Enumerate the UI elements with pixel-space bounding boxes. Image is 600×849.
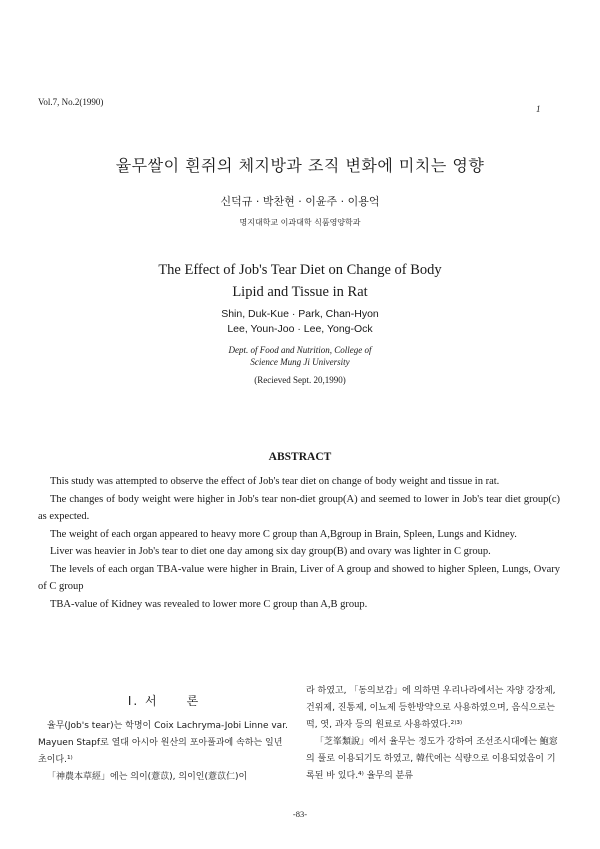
- korean-affiliation: 명지대학교 이과대학 식품영양학과: [239, 218, 361, 227]
- abstract-paragraph: This study was attempted to observe the effect of Job's tear diet on change of body weight and tissue in rat.: [50, 476, 500, 487]
- body-paragraph: 「神農本草經」에는 의이(薏苡), 의이인(薏苡仁)이: [47, 772, 248, 782]
- section-heading: I. 서 론: [127, 694, 201, 708]
- right-column: [306, 683, 560, 785]
- abstract-paragraph: The weight of each organ appeared to heavy more C group than A,Bgroup in Brain, Spleen, Lungs and Kidney.: [50, 528, 517, 540]
- page-number: 1: [536, 104, 541, 114]
- left-column: [38, 683, 290, 786]
- abstract-body: [38, 473, 560, 613]
- korean-title: 율무쌀이 흰쥐의 체지방과 조직 변화에 미치는 영향: [115, 156, 485, 175]
- abstract-paragraph: TBA-value of Kidney was revealed to lower more C group than A,B group.: [50, 598, 368, 610]
- abstract-paragraph: The levels of each organ TBA-value were higher in Brain, Liver of A group and showed to higher Spleen, Lungs, Ovary of C group: [38, 563, 560, 592]
- received-date: (Recieved Sept. 20,1990): [254, 375, 346, 385]
- english-affiliation-line: Science Mung Ji University: [250, 357, 350, 367]
- abstract-heading: ABSTRACT: [268, 451, 332, 463]
- body-paragraph: 율무(Job's tear)는 학명이 Coix Lachryma-Jobi Linne var. Mayuen Stapf로 열대 아시아 원산의 포아풀과에 속하는 일년초이다.¹⁾: [38, 721, 288, 765]
- journal-citation: Vol.7, No.2(1990): [38, 97, 104, 107]
- body-paragraph: 라 하였고, 「동의보감」에 의하면 우리나라에서는 자양 강장제, 건위제, 진통제, 이뇨제 등한방약으로 사용하였으며, 음식으로는 떡, 엿, 과자 등의 원료로 사용하였다.²⁾³⁾: [306, 686, 556, 730]
- english-title: [0, 259, 600, 303]
- page-footer: -83-: [292, 809, 308, 819]
- english-authors: [0, 307, 600, 337]
- english-authors-line: Shin, Duk-Kue · Park, Chan-Hyon: [221, 308, 379, 320]
- korean-authors: 신덕규 · 박찬현 · 이윤주 · 이용억: [220, 195, 380, 208]
- body-paragraph: 「芝峯類說」에서 율무는 정도가 강하여 조선조시대에는 鮑窓의 풀로 이용되기도 하였고, 韓代에는 식량으로 이용되었음이 기록된 바 있다.⁴⁾ 율무의 분류: [306, 737, 558, 781]
- english-authors-line: Lee, Youn-Joo · Lee, Yong-Ock: [227, 323, 373, 335]
- english-affiliation: [0, 344, 600, 368]
- english-title-line: The Effect of Job's Tear Diet on Change of Body: [158, 262, 442, 278]
- english-affiliation-line: Dept. of Food and Nutrition, College of: [228, 345, 372, 355]
- english-title-line: Lipid and Tissue in Rat: [232, 284, 368, 300]
- abstract-paragraph: Liver was heavier in Job's tear to diet one day among six day group(B) and ovary was lighter in C group.: [50, 546, 491, 557]
- abstract-paragraph: The changes of body weight were higher in Job's tear non-diet group(A) and seemed to lower in Job's tear diet group(c) as expected.: [38, 493, 560, 522]
